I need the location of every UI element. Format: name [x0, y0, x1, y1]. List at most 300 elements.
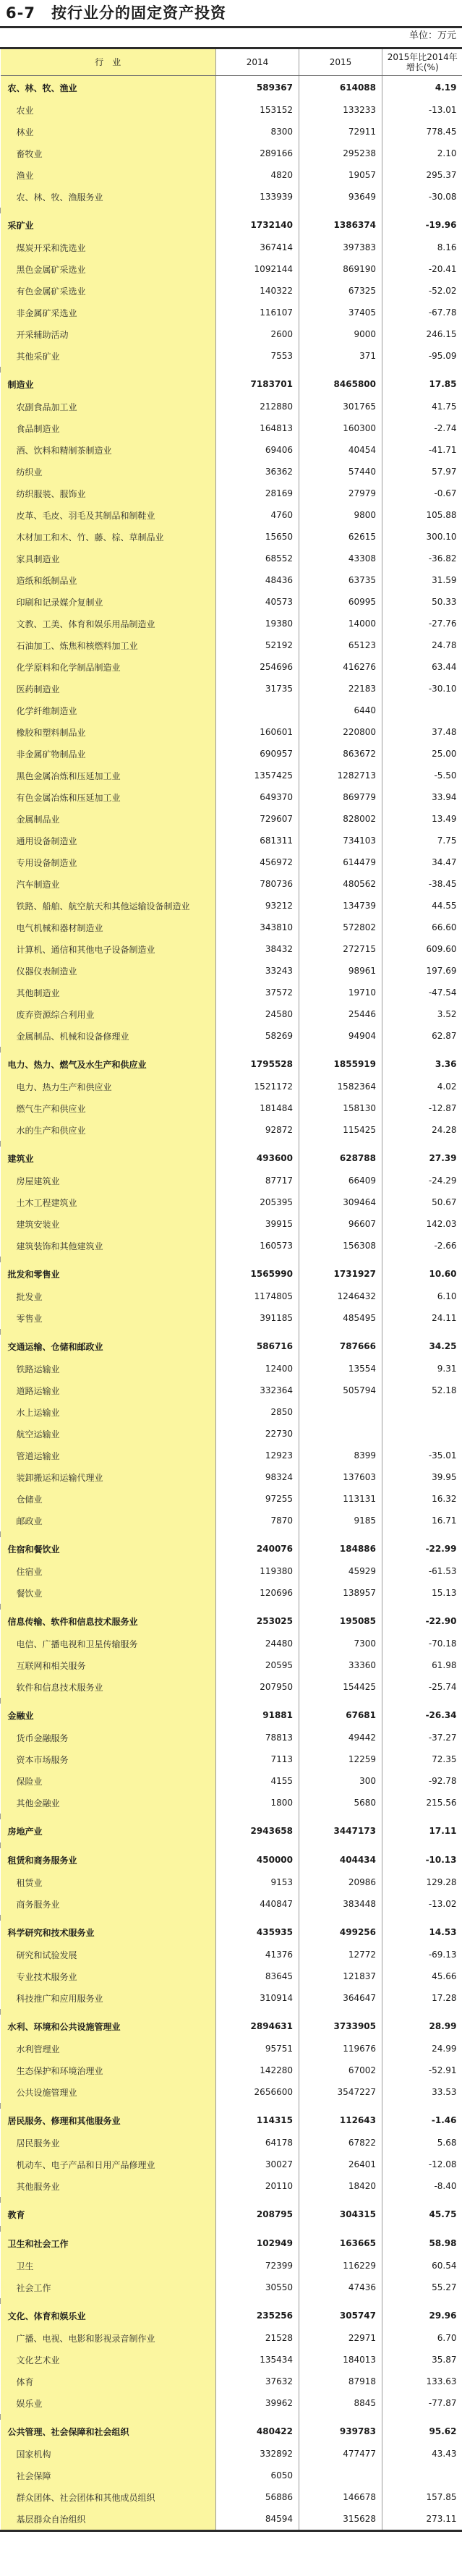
value-2015-cell: 7300 [299, 1633, 382, 1654]
spacer-row [1, 1842, 462, 1848]
table-row [1, 1792, 462, 1814]
value-2015-cell: 397383 [299, 237, 382, 258]
table-row [1, 2255, 462, 2277]
growth-cell: 16.71 [382, 1510, 462, 1531]
value-2015-cell: 45929 [299, 1560, 382, 1582]
value-2015-cell: 25446 [299, 1003, 382, 1025]
table-row [1, 656, 462, 678]
table-row [1, 1025, 462, 1047]
table-row [1, 2277, 462, 2298]
growth-cell: 24.99 [382, 2038, 462, 2059]
growth-cell: 142.03 [382, 1213, 462, 1235]
growth-cell: 28.99 [382, 2015, 462, 2038]
spacer-cell [299, 1698, 382, 1704]
value-2015-cell: 40454 [299, 439, 382, 461]
value-2015-cell: 116229 [299, 2255, 382, 2277]
table-row [1, 1423, 462, 1445]
spacer-cell [299, 1604, 382, 1610]
value-2014-cell: 332892 [216, 2443, 299, 2465]
spacer-cell [1, 2009, 216, 2015]
table-row [1, 1466, 462, 1488]
value-2014-cell: 19380 [216, 613, 299, 634]
value-2015-cell [299, 2465, 382, 2486]
growth-cell: -30.10 [382, 678, 462, 700]
table-row [1, 526, 462, 548]
spacer-cell [216, 1329, 299, 1335]
spacer-cell [382, 1814, 462, 1819]
value-2015-cell: 614479 [299, 851, 382, 873]
value-2014-cell: 1800 [216, 1792, 299, 1814]
industry-cell: 租赁业 [1, 1871, 216, 1893]
value-2014-cell: 690957 [216, 743, 299, 765]
spacer-row [1, 2103, 462, 2109]
page-title: 6-7 按行业分的固定资产投资 [6, 4, 226, 22]
spacer-cell [1, 1329, 216, 1335]
value-2014-cell: 1732140 [216, 213, 299, 237]
table-row [1, 1654, 462, 1676]
value-2014-cell: 135434 [216, 2349, 299, 2371]
value-2015-cell: 416276 [299, 656, 382, 678]
value-2015-cell: 14000 [299, 613, 382, 634]
unit-label: 单位：万元 [408, 30, 456, 41]
table-row [1, 2081, 462, 2103]
header-industry: 行 业 [1, 49, 216, 76]
growth-cell: -13.01 [382, 99, 462, 121]
growth-cell: 7.75 [382, 830, 462, 851]
value-2015-cell: 315628 [299, 2508, 382, 2530]
value-2014-cell: 240076 [216, 1537, 299, 1560]
table-row [1, 396, 462, 417]
table-row [1, 917, 462, 938]
value-2015-cell: 67325 [299, 280, 382, 302]
growth-cell: 66.60 [382, 917, 462, 938]
growth-cell: 57.97 [382, 461, 462, 483]
growth-cell: -1.46 [382, 2109, 462, 2132]
value-2014-cell: 68552 [216, 548, 299, 569]
table-row [1, 1560, 462, 1582]
value-2014-cell: 69406 [216, 439, 299, 461]
industry-cell: 家具制造业 [1, 548, 216, 569]
table-row [1, 1170, 462, 1191]
value-2015-cell: 27979 [299, 483, 382, 504]
table-row [1, 2443, 462, 2465]
value-2015-cell: 43308 [299, 548, 382, 569]
industry-cell: 租赁和商务服务业 [1, 1848, 216, 1871]
value-2015-cell: 499256 [299, 1921, 382, 1944]
table-row [1, 895, 462, 917]
industry-cell: 畜牧业 [1, 143, 216, 164]
value-2015-cell: 485495 [299, 1307, 382, 1329]
value-2014-cell: 116107 [216, 302, 299, 323]
growth-cell: 31.59 [382, 569, 462, 591]
growth-cell: 29.96 [382, 2304, 462, 2327]
value-2014-cell: 31735 [216, 678, 299, 700]
growth-cell: -26.34 [382, 1704, 462, 1727]
value-2014-cell: 289166 [216, 143, 299, 164]
value-2015-cell: 72911 [299, 121, 382, 143]
spacer-row [1, 2226, 462, 2232]
value-2015-cell: 309464 [299, 1191, 382, 1213]
industry-cell: 货币金融服务 [1, 1727, 216, 1748]
spacer-cell [382, 1141, 462, 1147]
table-row [1, 700, 462, 721]
value-2014-cell: 24580 [216, 1003, 299, 1025]
industry-cell: 有色金属冶炼和压延加工业 [1, 786, 216, 808]
value-2015-cell: 49442 [299, 1727, 382, 1748]
value-2014-cell: 20595 [216, 1654, 299, 1676]
table-row [1, 2371, 462, 2392]
value-2015-cell: 305747 [299, 2304, 382, 2327]
table-row [1, 613, 462, 634]
value-2014-cell: 15650 [216, 526, 299, 548]
industry-cell: 住宿和餐饮业 [1, 1537, 216, 1560]
value-2014-cell: 30027 [216, 2154, 299, 2175]
table-row-sector [1, 1147, 462, 1170]
value-2014-cell: 589367 [216, 76, 299, 100]
value-2015-cell: 787666 [299, 1335, 382, 1358]
value-2014-cell: 87717 [216, 1170, 299, 1191]
value-2014-cell: 119380 [216, 1560, 299, 1582]
growth-cell: -22.90 [382, 1610, 462, 1633]
value-2014-cell: 1092144 [216, 258, 299, 280]
value-2014-cell: 24480 [216, 1633, 299, 1654]
value-2015-cell: 1582364 [299, 1076, 382, 1097]
growth-cell: 33.94 [382, 786, 462, 808]
investment-table [0, 47, 462, 2532]
value-2015-cell: 12772 [299, 1944, 382, 1965]
growth-cell: 197.69 [382, 960, 462, 982]
table-row [1, 2059, 462, 2081]
spacer-row [1, 1814, 462, 1819]
value-2014-cell: 7553 [216, 345, 299, 367]
growth-cell: -12.08 [382, 2154, 462, 2175]
value-2015-cell: 26401 [299, 2154, 382, 2175]
value-2014-cell: 39915 [216, 1213, 299, 1235]
table-row [1, 439, 462, 461]
value-2014-cell: 56886 [216, 2486, 299, 2508]
industry-cell: 群众团体、社会团体和其他成员组织 [1, 2486, 216, 2508]
spacer-cell [299, 2009, 382, 2015]
value-2014-cell: 8300 [216, 121, 299, 143]
value-2014-cell: 78813 [216, 1727, 299, 1748]
value-2014-cell: 4155 [216, 1770, 299, 1792]
value-2014-cell: 1174805 [216, 1285, 299, 1307]
value-2015-cell: 67002 [299, 2059, 382, 2081]
industry-cell: 林业 [1, 121, 216, 143]
spacer-cell [299, 1329, 382, 1335]
table-row [1, 808, 462, 830]
table-row [1, 417, 462, 439]
value-2014-cell: 95751 [216, 2038, 299, 2059]
industry-cell: 卫生和社会工作 [1, 2232, 216, 2255]
industry-cell: 非金属矿采选业 [1, 302, 216, 323]
spacer-cell [216, 2414, 299, 2420]
industry-cell: 科技推广和应用服务业 [1, 1987, 216, 2009]
industry-cell: 住宿业 [1, 1560, 216, 1582]
table-row [1, 2327, 462, 2349]
spacer-cell [299, 2298, 382, 2304]
value-2014-cell: 12400 [216, 1358, 299, 1380]
value-2015-cell: 62615 [299, 526, 382, 548]
table-row [1, 1213, 462, 1235]
industry-cell: 其他采矿业 [1, 345, 216, 367]
spacer-cell [216, 2226, 299, 2232]
spacer-cell [1, 367, 216, 373]
value-2014-cell: 58269 [216, 1025, 299, 1047]
value-2015-cell: 137603 [299, 1466, 382, 1488]
table-row [1, 2175, 462, 2197]
industry-cell: 废弃资源综合利用业 [1, 1003, 216, 1025]
industry-cell: 建筑装饰和其他建筑业 [1, 1235, 216, 1257]
table-row [1, 1003, 462, 1025]
value-2015-cell: 138957 [299, 1582, 382, 1604]
industry-cell: 仪器仪表制造业 [1, 960, 216, 982]
industry-cell: 黑色金属矿采选业 [1, 258, 216, 280]
industry-cell: 酒、饮料和精制茶制造业 [1, 439, 216, 461]
industry-cell: 娱乐业 [1, 2392, 216, 2414]
table-row [1, 548, 462, 569]
industry-cell: 专业技术服务业 [1, 1965, 216, 1987]
value-2014-cell: 38432 [216, 938, 299, 960]
table-row-sector [1, 2304, 462, 2327]
industry-cell: 商务服务业 [1, 1893, 216, 1915]
value-2015-cell: 364647 [299, 1987, 382, 2009]
value-2014-cell: 780736 [216, 873, 299, 895]
growth-cell: 34.47 [382, 851, 462, 873]
value-2015-cell: 13554 [299, 1358, 382, 1380]
spacer-cell [299, 1842, 382, 1848]
value-2014-cell: 91881 [216, 1704, 299, 1727]
growth-cell: 95.62 [382, 2420, 462, 2443]
value-2015-cell: 65123 [299, 634, 382, 656]
growth-cell: -19.96 [382, 213, 462, 237]
industry-cell: 石油加工、炼焦和核燃料加工业 [1, 634, 216, 656]
spacer-cell [299, 2226, 382, 2232]
industry-cell: 木材加工和木、竹、藤、棕、草制品业 [1, 526, 216, 548]
growth-cell: 17.28 [382, 1987, 462, 2009]
table-row-sector [1, 1610, 462, 1633]
growth-cell: 10.60 [382, 1262, 462, 1285]
table-row [1, 1401, 462, 1423]
growth-cell: 6.70 [382, 2327, 462, 2349]
spacer-row [1, 1604, 462, 1610]
industry-cell: 保险业 [1, 1770, 216, 1792]
industry-cell: 教育 [1, 2203, 216, 2226]
industry-cell: 装卸搬运和运输代理业 [1, 1466, 216, 1488]
industry-cell: 社会工作 [1, 2277, 216, 2298]
table-row [1, 483, 462, 504]
industry-cell: 体育 [1, 2371, 216, 2392]
spacer-cell [1, 2103, 216, 2109]
spacer-cell [382, 2103, 462, 2109]
header-2014: 2014 [216, 49, 299, 76]
value-2014-cell: 20110 [216, 2175, 299, 2197]
table-row [1, 786, 462, 808]
value-2014-cell: 114315 [216, 2109, 299, 2132]
industry-cell: 电力、热力、燃气及水生产和供应业 [1, 1053, 216, 1076]
industry-cell: 纺织服装、服饰业 [1, 483, 216, 504]
spacer-cell [382, 1842, 462, 1848]
industry-cell: 水的生产和供应业 [1, 1119, 216, 1141]
value-2015-cell: 1282713 [299, 765, 382, 786]
value-2014-cell: 207950 [216, 1676, 299, 1698]
value-2014-cell: 7113 [216, 1748, 299, 1770]
growth-cell: 24.11 [382, 1307, 462, 1329]
spacer-cell [1, 1604, 216, 1610]
spacer-cell [1, 208, 216, 213]
table-row [1, 345, 462, 367]
value-2014-cell: 120696 [216, 1582, 299, 1604]
value-2014-cell: 37632 [216, 2371, 299, 2392]
value-2015-cell: 33360 [299, 1654, 382, 1676]
value-2015-cell: 8399 [299, 1445, 382, 1466]
table-row [1, 280, 462, 302]
spacer-cell [1, 1141, 216, 1147]
industry-cell: 电气机械和器材制造业 [1, 917, 216, 938]
table-row [1, 765, 462, 786]
value-2015-cell: 119676 [299, 2038, 382, 2059]
title-rule [0, 26, 462, 28]
industry-cell: 建筑安装业 [1, 1213, 216, 1235]
value-2014-cell: 39962 [216, 2392, 299, 2414]
growth-cell: 45.66 [382, 1965, 462, 1987]
value-2015-cell: 67681 [299, 1704, 382, 1727]
industry-cell: 渔业 [1, 164, 216, 186]
growth-cell: 133.63 [382, 2371, 462, 2392]
table-row [1, 634, 462, 656]
value-2014-cell: 480422 [216, 2420, 299, 2443]
spacer-cell [382, 208, 462, 213]
value-2015-cell [299, 1423, 382, 1445]
growth-cell: 295.37 [382, 164, 462, 186]
spacer-cell [1, 2414, 216, 2420]
value-2015-cell: 12259 [299, 1748, 382, 1770]
value-2015-cell: 113131 [299, 1488, 382, 1510]
industry-cell: 煤炭开采和洗选业 [1, 237, 216, 258]
industry-cell: 居民服务、修理和其他服务业 [1, 2109, 216, 2132]
table-row [1, 743, 462, 765]
growth-cell: 24.78 [382, 634, 462, 656]
growth-cell: -10.13 [382, 1848, 462, 1871]
industry-cell: 邮政业 [1, 1510, 216, 1531]
industry-cell: 零售业 [1, 1307, 216, 1329]
value-2015-cell: 300 [299, 1770, 382, 1792]
value-2015-cell: 3547227 [299, 2081, 382, 2103]
value-2014-cell: 33243 [216, 960, 299, 982]
growth-cell: 13.49 [382, 808, 462, 830]
industry-cell: 广播、电视、电影和影视录音制作业 [1, 2327, 216, 2349]
growth-cell: 43.43 [382, 2443, 462, 2465]
spacer-row [1, 2414, 462, 2420]
growth-cell: -35.01 [382, 1445, 462, 1466]
spacer-row [1, 208, 462, 213]
spacer-row [1, 1257, 462, 1262]
value-2014-cell: 7870 [216, 1510, 299, 1531]
spacer-cell [382, 2009, 462, 2015]
value-2015-cell: 614088 [299, 76, 382, 100]
industry-cell: 黑色金属冶炼和压延加工业 [1, 765, 216, 786]
table-row [1, 678, 462, 700]
value-2014-cell: 440847 [216, 1893, 299, 1915]
growth-cell: -52.02 [382, 280, 462, 302]
growth-cell: -2.66 [382, 1235, 462, 1257]
spacer-cell [1, 2197, 216, 2203]
growth-cell: 39.95 [382, 1466, 462, 1488]
growth-cell: 3.36 [382, 1053, 462, 1076]
spacer-cell [299, 2197, 382, 2203]
value-2014-cell: 181484 [216, 1097, 299, 1119]
industry-cell: 文教、工美、体育和娱乐用品制造业 [1, 613, 216, 634]
value-2015-cell: 115425 [299, 1119, 382, 1141]
industry-cell: 卫生 [1, 2255, 216, 2277]
growth-cell: -8.40 [382, 2175, 462, 2197]
growth-cell: 246.15 [382, 323, 462, 345]
value-2015-cell: 404434 [299, 1848, 382, 1871]
growth-cell: 25.00 [382, 743, 462, 765]
value-2015-cell: 18420 [299, 2175, 382, 2197]
value-2015-cell: 66409 [299, 1170, 382, 1191]
value-2014-cell: 84594 [216, 2508, 299, 2530]
value-2014-cell: 391185 [216, 1307, 299, 1329]
spacer-cell [382, 1698, 462, 1704]
table-row-sector [1, 2232, 462, 2255]
header-growth-label [388, 52, 458, 72]
growth-cell: -22.99 [382, 1537, 462, 1560]
value-2015-cell: 371 [299, 345, 382, 367]
value-2015-cell: 60995 [299, 591, 382, 613]
spacer-cell [382, 1257, 462, 1262]
table-row [1, 461, 462, 483]
growth-cell: 300.10 [382, 526, 462, 548]
growth-cell: 17.11 [382, 1819, 462, 1842]
growth-cell: 778.45 [382, 121, 462, 143]
value-2014-cell: 586716 [216, 1335, 299, 1358]
spacer-cell [216, 367, 299, 373]
table-row [1, 1633, 462, 1654]
value-2014-cell: 212880 [216, 396, 299, 417]
value-2014-cell: 1521172 [216, 1076, 299, 1097]
industry-cell: 非金属矿物制品业 [1, 743, 216, 765]
value-2015-cell: 160300 [299, 417, 382, 439]
industry-cell: 计算机、通信和其他电子设备制造业 [1, 938, 216, 960]
value-2014-cell: 98324 [216, 1466, 299, 1488]
table-row-sector [1, 1262, 462, 1285]
value-2015-cell: 37405 [299, 302, 382, 323]
header-growth-line: 2015年比2014年 [387, 52, 458, 62]
value-2014-cell: 36362 [216, 461, 299, 483]
industry-cell: 化学原料和化学制品制造业 [1, 656, 216, 678]
value-2014-cell: 254696 [216, 656, 299, 678]
value-2014-cell: 6050 [216, 2465, 299, 2486]
industry-cell: 研究和试验发展 [1, 1944, 216, 1965]
spacer-row [1, 1531, 462, 1537]
growth-cell: 5.68 [382, 2132, 462, 2154]
value-2015-cell: 5680 [299, 1792, 382, 1814]
spacer-cell [299, 208, 382, 213]
industry-cell: 食品制造业 [1, 417, 216, 439]
growth-cell: 17.85 [382, 373, 462, 396]
spacer-cell [299, 1531, 382, 1537]
growth-cell: -2.74 [382, 417, 462, 439]
spacer-cell [299, 1814, 382, 1819]
table-row [1, 1944, 462, 1965]
industry-cell: 金融业 [1, 1704, 216, 1727]
value-2014-cell: 729607 [216, 808, 299, 830]
table-row [1, 2486, 462, 2508]
table-row [1, 143, 462, 164]
growth-cell: 45.75 [382, 2203, 462, 2226]
table-row-sector [1, 2203, 462, 2226]
